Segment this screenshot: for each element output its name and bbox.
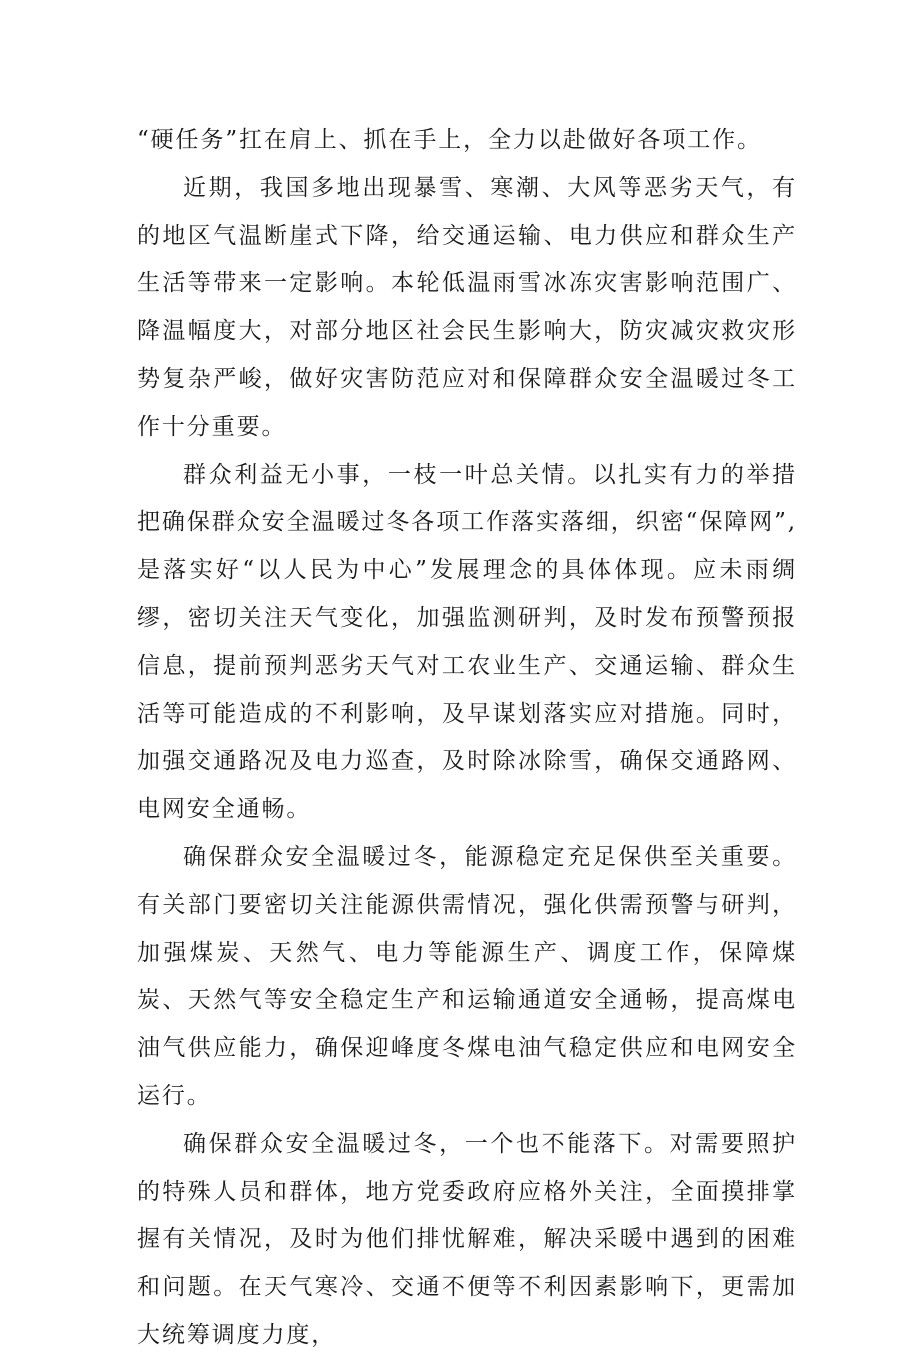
paragraph-energy-supply: 确保群众安全温暖过冬，能源稳定充足保供至关重要。有关部门要密切关注能源供需情况，强化供需预警与研判，加强煤炭、天然气、电力等能源生产、调度工作，保障煤炭、天然气等安全稳定生产和运输通道安全通畅，提高煤电油气供应能力，确保迎峰度冬煤电油气稳定供应和电网安全运行。: [137, 843, 797, 1109]
paragraph-continuation: “硬任务”扛在肩上、抓在手上，全力以赴做好各项工作。: [137, 127, 762, 153]
paragraph-public-interest: 群众利益无小事，一枝一叶总关情。以扎实有力的举措把确保群众安全温暖过冬各项工作落实落细，织密“保障网”,是落实好“以人民为中心”发展理念的具体体现。应未雨绸缪，密切关注天气变化，加强监测研判，及时发布预警预报信息，提前预判恶劣天气对工农业生产、交通运输、群众生活等可能造成的不利影响，及早谋划落实应对措施。同时，加强交通路况及电力巡查，及时除冰除雪，确保交通路网、电网安全通畅。: [137, 461, 797, 823]
paragraph-severe-weather: 近期，我国多地出现暴雪、寒潮、大风等恶劣天气，有的地区气温断崖式下降，给交通运输、电力供应和群众生产生活等带来一定影响。本轮低温雨雪冰冻灾害影响范围广、降温幅度大，对部分地区社会民生影响大，防灾减灾救灾形势复杂严峻，做好灾害防范应对和保障群众安全温暖过冬工作十分重要。: [137, 174, 797, 440]
paragraph-special-groups: 确保群众安全温暖过冬，一个也不能落下。对需要照护的特殊人员和群体，地方党委政府应格外关注，全面摸排掌握有关情况，及时为他们排忧解难，解决采暖中遇到的困难和问题。在天气寒冷、交通不便等不利因素影响下，更需加大统筹调度力度，: [137, 1130, 797, 1348]
body-text: [137, 117, 797, 1360]
